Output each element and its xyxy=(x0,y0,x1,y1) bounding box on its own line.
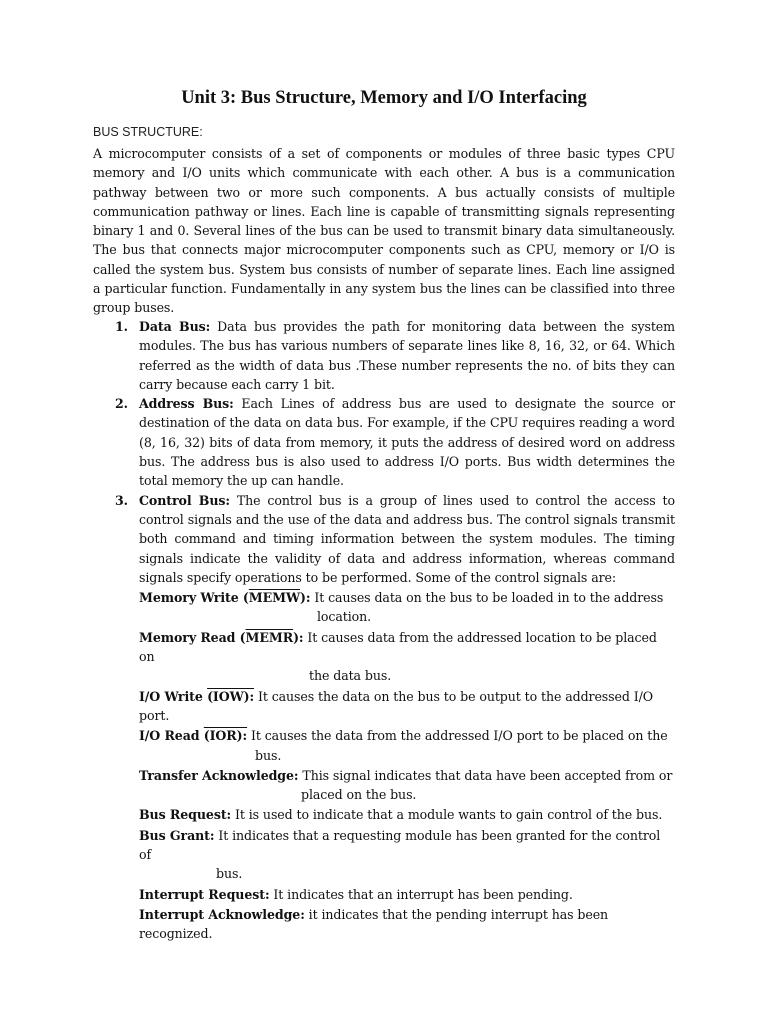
list-item-data-bus xyxy=(93,317,675,394)
signal-description-cont: the data bus. xyxy=(309,668,392,684)
signal-transfer-acknowledge xyxy=(139,766,675,805)
list-item-control-bus xyxy=(93,491,675,944)
signal-description-cont: bus. xyxy=(216,866,243,882)
signal-term: Memory Read (MEMR): xyxy=(139,629,304,645)
bus-term: Address Bus: xyxy=(139,396,234,412)
list-number: 2. xyxy=(115,396,128,412)
signal-bus-grant xyxy=(139,826,675,884)
signal-description: It causes the data on the bus to be output to the addressed I/O port. xyxy=(139,688,653,723)
bus-list xyxy=(93,317,675,944)
signal-description: It indicates that a requesting module has been granted for the control of xyxy=(139,827,661,863)
signal-term: I/O Write (IOW): xyxy=(139,688,255,704)
signal-description: It causes data on the bus to be loaded in to the address xyxy=(310,590,664,606)
signal-abbr: MEMR xyxy=(245,629,294,645)
signal-term: I/O Read (IOR): xyxy=(139,728,248,744)
signal-description: It is used to indicate that a module wants to gain control of the bus. xyxy=(231,807,663,823)
list-item-address-bus xyxy=(93,394,675,490)
signal-description: It causes data from the addressed location to be placed on xyxy=(139,629,657,665)
signal-interrupt-request xyxy=(139,885,675,904)
list-number: 3. xyxy=(115,492,128,508)
signal-term: Transfer Acknowledge: xyxy=(139,767,299,783)
signal-abbr: (IOR): xyxy=(203,728,248,744)
signal-term: Memory Write (MEMW): xyxy=(139,590,311,606)
signal-term: Bus Request: xyxy=(139,807,232,823)
signal-memory-write xyxy=(139,588,675,627)
control-signal-list xyxy=(139,588,675,943)
bus-description: Data bus provides the path for monitoring data between the system modules. The bus has various numbers of separate lines like 8, 16, 32, or 64. Which referred as the width of data bus .These number represents the no. of bits they can carry because each carry 1 bit. xyxy=(139,319,675,392)
signal-abbr: MEMW xyxy=(248,590,301,606)
signal-memory-read xyxy=(139,628,675,686)
list-number: 1. xyxy=(115,319,128,334)
signal-description: it indicates that the pending interrupt has been recognized. xyxy=(139,906,609,942)
signal-abbr: (IOW): xyxy=(207,688,255,704)
signal-interrupt-acknowledge xyxy=(139,905,675,944)
intro-paragraph: A microcomputer consists of a set of components or modules of three basic types CPU memory and I/O units which communicate with each other. A bus is a communication pathway between two or more such components. A bus actually consists of multiple communication pathway or lines. Each line is capable of transmitting signals representing binary 1 and 0. Several lines of the bus can be used to transmit binary data simultaneously. The bus that connects major microcomputer components such as CPU, memory or I/O is called the system bus. System bus consists of number of separate lines. Each line assigned a particular function. Fundamentally in any system bus the lines can be classified into three group buses. xyxy=(93,146,675,316)
signal-description-cont: placed on the bus. xyxy=(301,787,417,803)
signal-term: Interrupt Request: xyxy=(139,886,270,902)
signal-term: Interrupt Acknowledge: xyxy=(139,906,305,922)
signal-description: This signal indicates that data have been accepted from or xyxy=(298,767,673,783)
page-title: Unit 3: Bus Structure, Memory and I/O Interfacing xyxy=(181,88,587,108)
bus-description: Each Lines of address bus are used to designate the source or destination of the data on data bus. For example, if the CPU requires reading a word (8, 16, 32) bits of data from memory, it puts the address of desired word on address bus. The address bus is also used to address I/O ports. Bus width determines the total memory the up can handle. xyxy=(139,396,676,489)
signal-description-cont: bus. xyxy=(255,747,282,763)
signal-io-write xyxy=(139,687,675,726)
signal-description-cont: location. xyxy=(317,609,372,625)
signal-io-read xyxy=(139,726,675,765)
signal-description: It causes the data from the addressed I/O port to be placed on the xyxy=(247,728,668,744)
bus-term: Control Bus: xyxy=(139,492,230,508)
bus-term: Data Bus: xyxy=(139,319,211,334)
bus-description: The control bus is a group of lines used to control the access to control signals and the use of the data and address bus. The control signals transmit both command and timing information between the system modules. The timing signals indicate the validity of data and address information, whereas command signals specify operations to be performed. Some of the control signals are: xyxy=(139,492,675,585)
section-heading: BUS STRUCTURE: xyxy=(93,125,203,139)
signal-bus-request xyxy=(139,805,675,824)
signal-term: Bus Grant: xyxy=(139,827,215,843)
signal-description: It indicates that an interrupt has been pending. xyxy=(269,886,573,902)
